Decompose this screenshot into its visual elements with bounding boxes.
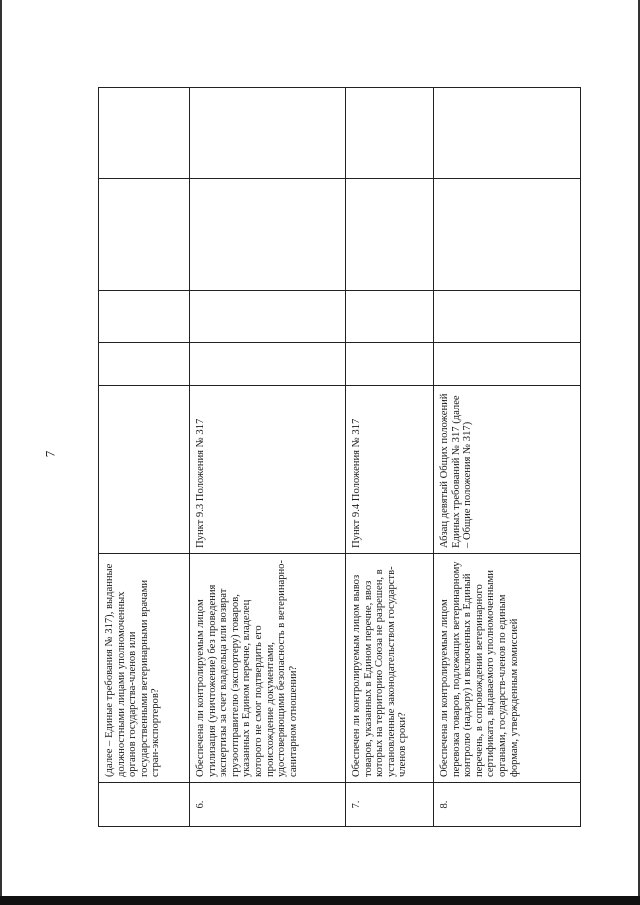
- row-question: (далее – Единые требования № 317), выданные должностными лицами уполномоченных органов государства-членов или государственными ветеринарными врачами стран-экспортеров?: [99, 554, 190, 783]
- table-row: [190, 88, 346, 827]
- row-reference: [99, 386, 190, 554]
- table-row: [99, 88, 190, 827]
- row-number: [99, 783, 190, 827]
- empty-cell: [99, 343, 190, 386]
- row-reference: Пункт 9.4 Положения № 317: [346, 386, 434, 554]
- empty-cell: [99, 88, 190, 179]
- checklist-table-frame: [98, 88, 580, 827]
- empty-cell: [434, 343, 581, 386]
- empty-cell: [434, 88, 581, 179]
- row-number: 7.: [346, 783, 434, 827]
- row-reference: Пункт 9.3 Положения № 317: [190, 386, 346, 554]
- row-number: 8.: [434, 783, 581, 827]
- empty-cell: [190, 88, 346, 179]
- scan-border-bottom: [0, 896, 640, 905]
- checklist-table: [98, 87, 581, 827]
- empty-cell: [190, 179, 346, 291]
- empty-cell: [434, 179, 581, 291]
- table-row: [346, 88, 434, 827]
- scan-border-left: [0, 0, 2, 905]
- empty-cell: [346, 179, 434, 291]
- row-number: 6.: [190, 783, 346, 827]
- empty-cell: [99, 179, 190, 291]
- row-question: Обеспечена ли контролируемым лицом утилизация (уничтожение) без проведения экспертизы за счет владельца или возврат грузоотправителю (экспортеру) товаров, указанных в Едином перечне, владелец которого не смог подтвердить его происхождение документами, удостоверяющими безопасность в ветеринарно-санитарном отношении?: [190, 554, 346, 783]
- empty-cell: [190, 291, 346, 343]
- empty-cell: [190, 343, 346, 386]
- row-question: Обеспечен ли контролируемым лицом вывоз товаров, указанных в Едином перечне, ввоз которых на территорию Союза не разрешен, в установленные законодательством государств-членов сроки?: [346, 554, 434, 783]
- empty-cell: [99, 291, 190, 343]
- empty-cell: [346, 291, 434, 343]
- empty-cell: [346, 343, 434, 386]
- table-row: [434, 88, 581, 827]
- checklist-table-rotated: [98, 88, 580, 827]
- row-reference: Абзац девятый Общих положений Единых требований № 317 (далее – Общие положения № 317): [434, 386, 581, 554]
- row-question: Обеспечена ли контролируемым лицом перевозка товаров, подлежащих ветеринарному контролю (надзору) и включенных в Единый перечень, в сопровождении ветеринарного сертификата, выдаваемого уполномоченными органами, государств-членов по единым формам, утвержденным комиссией: [434, 554, 581, 783]
- page-number: 7: [42, 450, 58, 458]
- empty-cell: [434, 291, 581, 343]
- empty-cell: [346, 88, 434, 179]
